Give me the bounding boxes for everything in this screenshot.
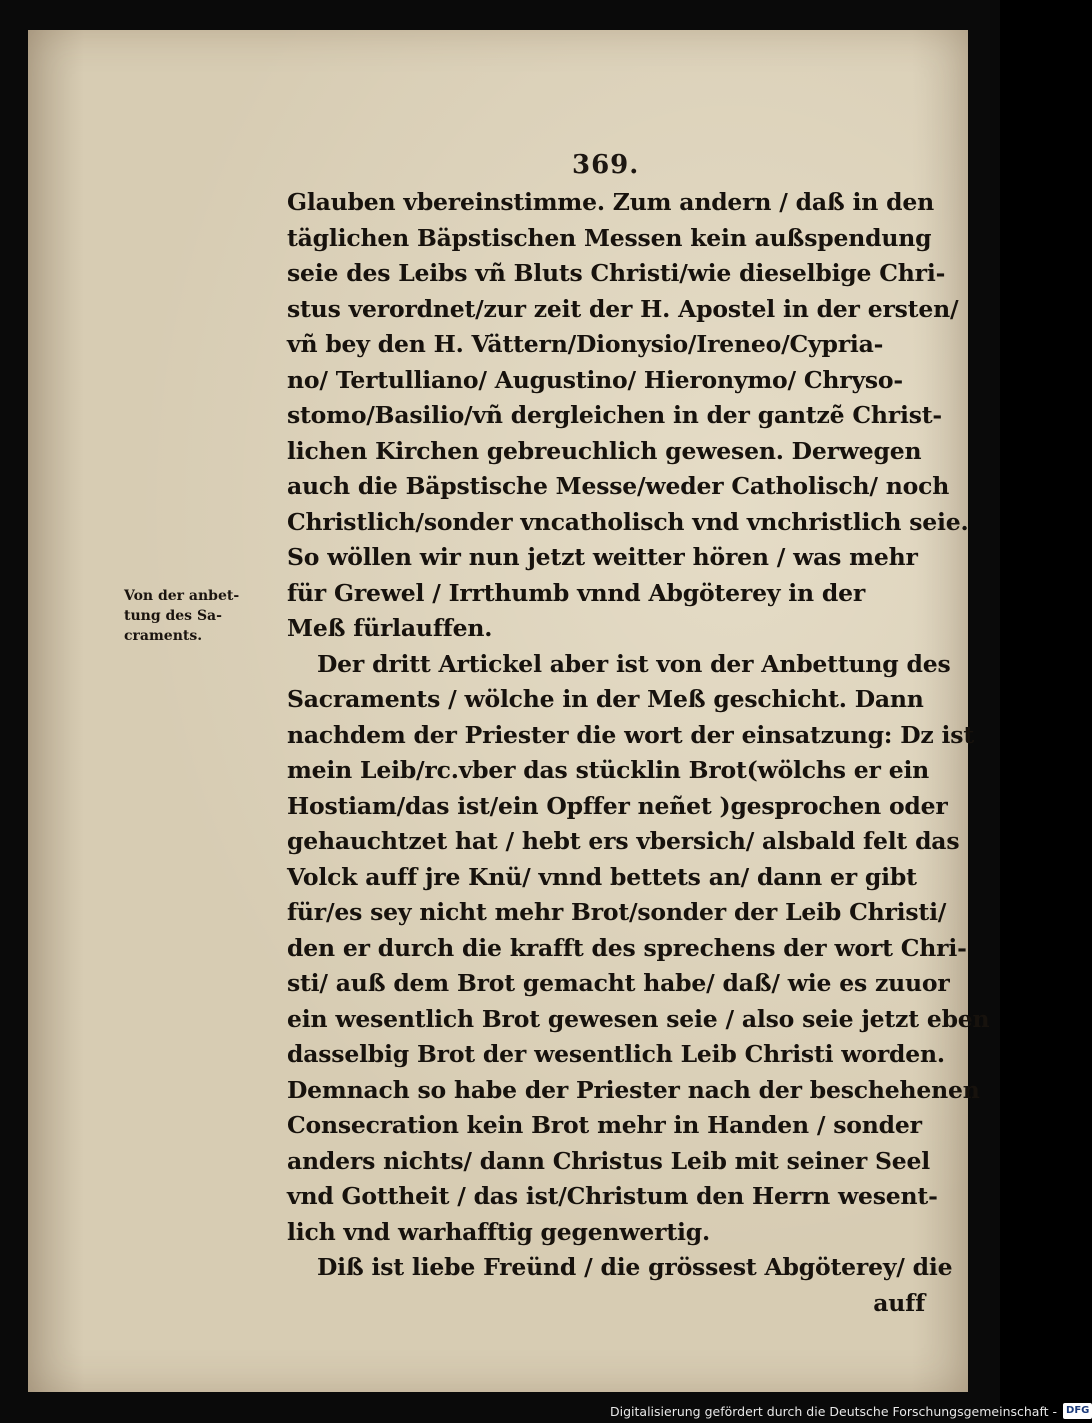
margin-note-line: tung des Sa- [124,608,222,624]
text-line: ein wesentlich Brot gewesen seie / also seie jetzt eben [287,1004,990,1033]
text-line: Der dritt Artickel aber ist von der Anbettung des [317,649,951,678]
text-line: Meß fürlauffen. [287,614,493,642]
text-line: gehauchtzet hat / hebt ers vbersich/ alsbald felt das [287,827,960,855]
text-line: stomo/Basilio/vñ dergleichen in der gantzẽ Christ- [287,401,942,429]
text-line: seie des Leibs vñ Bluts Christi/wie dieselbige Chri- [287,259,946,287]
margin-note-line: Von der anbet- [124,588,240,604]
text-line: vñ bey den H. Vättern/Dionysio/Ireneo/Cypria- [287,330,884,358]
text-line: Sacraments / wölche in der Meß geschicht. Dann [287,685,924,713]
text-line: vnd Gottheit / das ist/Christum den Herrn wesent- [287,1182,938,1210]
text-line: für/es sey nicht mehr Brot/sonder der Leib Christi/ [287,898,947,926]
footer [610,1399,1090,1423]
text-line: anders nichts/ dann Christus Leib mit seiner Seel [287,1146,930,1175]
text-line: Demnach so habe der Priester nach der beschehenen [287,1075,980,1104]
text-line: Glauben vbereinstimme. Zum andern / daß in den [287,188,934,216]
text-line: So wöllen wir nun jetzt weitter hören / was mehr [287,543,918,571]
text-line: auff [873,1288,925,1317]
text-line: täglichen Bäpstischen Messen kein außspendung [287,223,932,252]
text-line: lich vnd warhafftig gegenwertig. [287,1217,710,1246]
text-line: Consecration kein Brot mehr in Handen / sonder [287,1111,922,1139]
text-line: Christlich/sonder vncatholisch vnd vnchristlich seie. [287,507,969,536]
text-line: dasselbig Brot der wesentlich Leib Christi worden. [287,1040,945,1068]
text-line: den er durch die krafft des sprechens der wort Chri- [287,933,967,962]
text-line: auch die Bäpstische Messe/weder Catholisch/ noch [287,472,950,500]
text-line: sti/ auß dem Brot gemacht habe/ daß/ wie es zuuor [287,969,950,997]
footer-credit: Digitalisierung gefördert durch die Deutsche Forschungsgemeinschaft - [610,1403,1058,1419]
text-line: Hostiam/das ist/ein Opffer neñet )gesprochen oder [287,791,948,820]
margin-note [124,586,264,646]
text-line: Volck auff jre Knü/ vnnd bettets an/ dann er gibt [287,862,917,891]
text-line: nachdem der Priester die wort der einsatzung: Dz ist [287,720,974,749]
text-line: stus verordnet/zur zeit der H. Apostel in der ersten/ [287,294,959,323]
page-number: 369. [572,150,640,180]
text-line: Diß ist liebe Freünd / die grössest Abgöterey/ die [317,1253,953,1281]
margin-note-line: craments. [124,628,203,644]
dfg-logo-icon: DFG [1063,1403,1092,1419]
text-line: lichen Kirchen gebreuchlich gewesen. Derwegen [287,436,922,465]
body-text [287,185,990,1321]
text-line: für Grewel / Irrthumb vnnd Abgöterey in der [287,578,866,607]
text-line: mein Leib/rc.vber das stücklin Brot(wölchs er ein [287,756,930,784]
text-line: no/ Tertulliano/ Augustino/ Hieronymo/ Chryso- [287,365,903,394]
